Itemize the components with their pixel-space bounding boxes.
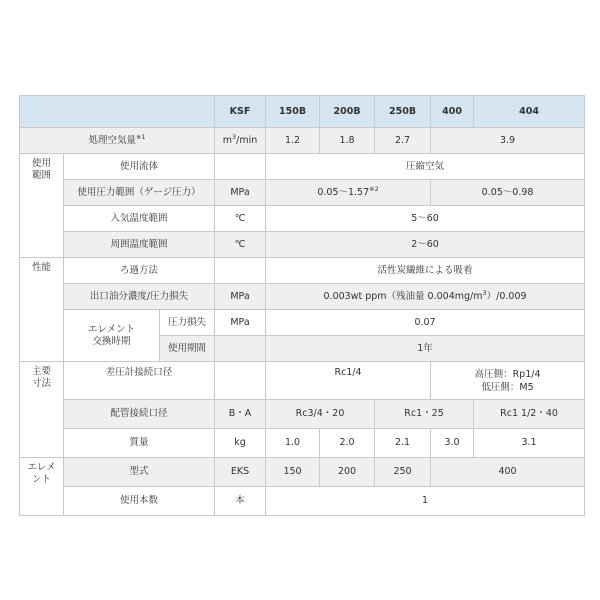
period-label: 使用期間 (160, 336, 215, 362)
gauge-port-unit (215, 362, 266, 400)
element-count-unit: 本 (215, 487, 266, 516)
inlet-temp-value: 5～60 (266, 206, 585, 232)
ambient-temp-row (20, 232, 585, 258)
fluid-label: 使用流体 (64, 154, 215, 180)
pressure-value-1: 0.05～1.57$^{※2}$ (266, 180, 431, 206)
filtration-unit (215, 258, 266, 284)
element-pressure-loss-row (20, 310, 585, 336)
pipe-port-value-3: Rc1 1/2・40 (474, 400, 585, 429)
header-row (20, 96, 585, 128)
inlet-temp-row (20, 206, 585, 232)
flow-row (20, 128, 585, 154)
pressure-row (20, 180, 585, 206)
fluid-value: 圧縮空気 (266, 154, 585, 180)
element-count-label: 使用本数 (64, 487, 215, 516)
element-model-150: 150 (266, 458, 320, 487)
flow-label: 処理空気量$^{※1}$ (20, 128, 215, 154)
flow-200b: 1.8 (320, 128, 375, 154)
mass-150b: 1.0 (266, 429, 320, 458)
period-unit (215, 336, 266, 362)
flow-250b: 2.7 (375, 128, 431, 154)
mass-250b: 2.1 (375, 429, 431, 458)
ambient-temp-label: 周囲温度範囲 (64, 232, 215, 258)
gauge-port-high: 高圧側：Rp1/4 (474, 368, 541, 380)
pressure-label: 使用圧力範囲（ゲージ圧力） (64, 180, 215, 206)
header-model: KSF (215, 96, 266, 128)
period-value: 1年 (266, 336, 585, 362)
pressure-unit: MPa (215, 180, 266, 206)
pipe-port-value-2: Rc1・25 (375, 400, 474, 429)
mass-400: 3.0 (431, 429, 474, 458)
performance-group-label: 性能 (20, 258, 64, 362)
element-count-row (20, 487, 585, 516)
pipe-port-unit: B・A (215, 400, 266, 429)
filtration-row (20, 258, 585, 284)
gauge-port-label: 差圧計接続口径 (64, 362, 215, 400)
element-model-250: 250 (375, 458, 431, 487)
dimensions-group-label: 主要 寸法 (20, 362, 64, 458)
header-150b: 150B (266, 96, 320, 128)
gauge-port-low: 低圧側：M5 (481, 381, 534, 393)
pipe-port-row (20, 400, 585, 429)
pressure-loss-unit: MPa (215, 310, 266, 336)
header-blank (20, 96, 215, 128)
pressure-loss-value: 0.07 (266, 310, 585, 336)
header-400: 400 (431, 96, 474, 128)
mass-label: 質量 (64, 429, 215, 458)
element-model-200: 200 (320, 458, 375, 487)
header-404: 404 (474, 96, 585, 128)
filtration-label: ろ過方法 (64, 258, 215, 284)
gauge-port-value-1: Rc1/4 (266, 362, 431, 400)
mass-404: 3.1 (474, 429, 585, 458)
flow-400-404: 3.9 (431, 128, 585, 154)
ambient-temp-unit: ℃ (215, 232, 266, 258)
element-model-label: 型式 (64, 458, 215, 487)
mass-unit: kg (215, 429, 266, 458)
element-replace-label: エレメント 交換時期 (64, 310, 160, 362)
inlet-temp-label: 入気温度範囲 (64, 206, 215, 232)
pressure-value-2: 0.05～0.98 (431, 180, 585, 206)
element-group-label: エレメ ント (20, 458, 64, 516)
pressure-loss-label: 圧力損失 (160, 310, 215, 336)
fluid-unit (215, 154, 266, 180)
element-count-value: 1 (266, 487, 585, 516)
pipe-port-value-1: Rc3/4・20 (266, 400, 375, 429)
header-250b: 250B (375, 96, 431, 128)
outlet-oil-value: 0.003wt ppm（残油量 $0.004mg/m^3)/0.009$ (266, 284, 585, 310)
fluid-row (20, 154, 585, 180)
spec-table (19, 95, 585, 516)
pipe-port-label: 配管接続口径 (64, 400, 215, 429)
element-model-unit: EKS (215, 458, 266, 487)
gauge-port-value-2 (431, 362, 585, 400)
header-200b: 200B (320, 96, 375, 128)
flow-unit: $m^3/\min$ (215, 128, 266, 154)
outlet-oil-label: 出口油分濃度/圧力損失 (64, 284, 215, 310)
flow-150b: 1.2 (266, 128, 320, 154)
filtration-value: 活性炭繊維による吸着 (266, 258, 585, 284)
inlet-temp-unit: ℃ (215, 206, 266, 232)
element-model-400: 400 (431, 458, 585, 487)
usage-group-label: 使用 範囲 (20, 154, 64, 258)
element-model-row (20, 458, 585, 487)
outlet-oil-unit: MPa (215, 284, 266, 310)
outlet-oil-row (20, 284, 585, 310)
mass-200b: 2.0 (320, 429, 375, 458)
ambient-temp-value: 2～60 (266, 232, 585, 258)
mass-row (20, 429, 585, 458)
gauge-port-row (20, 362, 585, 400)
